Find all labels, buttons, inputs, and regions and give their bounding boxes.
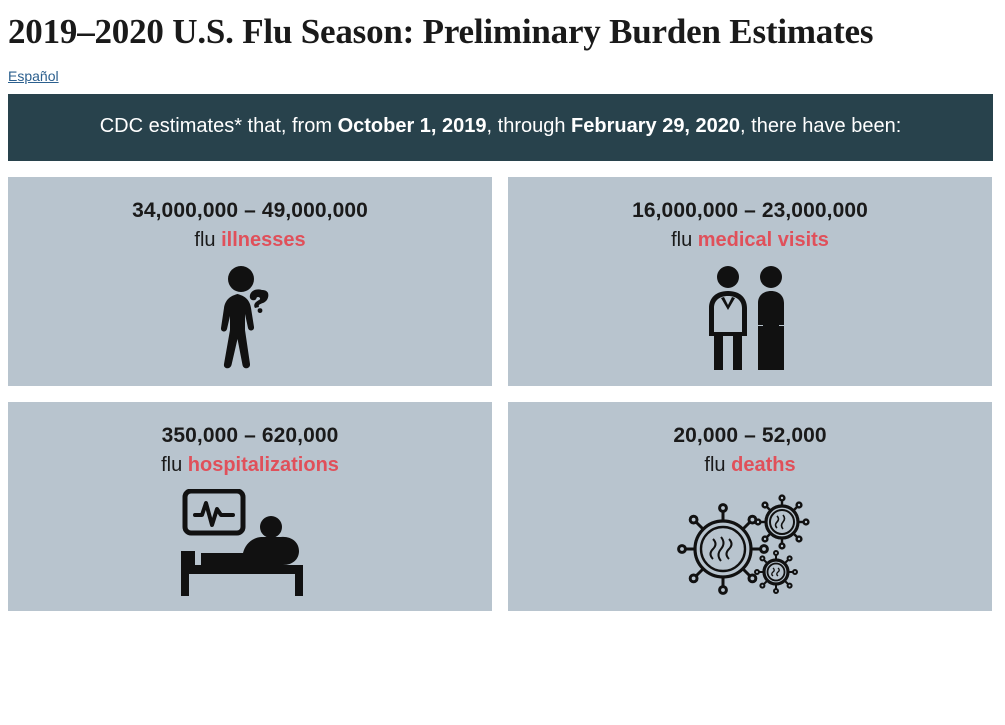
estimates-banner [8, 94, 993, 161]
card-label [518, 229, 982, 252]
virus-particles-icon [518, 489, 982, 599]
card-flu-hospitalizations [8, 402, 492, 611]
banner-middle-text: , through [486, 114, 572, 137]
card-flu-illnesses [8, 177, 492, 386]
card-label-highlight: medical visits [697, 228, 829, 251]
card-range: 34,000,000 – 49,000,000 [132, 198, 368, 222]
banner-suffix-text: , there have been: [740, 114, 902, 137]
card-label-prefix: flu [194, 228, 222, 251]
banner-start-date: October 1, 2019 [337, 114, 487, 137]
card-label [18, 454, 482, 477]
card-flu-deaths [508, 402, 992, 611]
card-label-prefix: flu [161, 453, 188, 476]
banner-end-date: February 29, 2020 [571, 114, 741, 137]
card-label-highlight: illnesses [221, 228, 306, 251]
card-label-prefix: flu [704, 453, 732, 476]
hospital-bed-monitor-icon [18, 489, 482, 599]
burden-estimate-cards [8, 177, 993, 611]
banner-prefix-text: CDC estimates* that, from [99, 114, 338, 137]
card-flu-medical-visits [508, 177, 992, 386]
page-title: 2019–2020 U.S. Flu Season: Preliminary Burden Estimates [8, 12, 874, 51]
card-label [18, 229, 482, 252]
sick-person-icon [18, 264, 482, 374]
card-label-highlight: deaths [731, 453, 796, 476]
card-label [518, 454, 982, 477]
doctor-and-patient-icon [518, 264, 982, 374]
spanish-language-link[interactable]: Español [8, 67, 59, 84]
card-range: 350,000 – 620,000 [161, 423, 339, 447]
page-container [0, 10, 1005, 611]
card-label-prefix: flu [671, 228, 698, 251]
card-range: 20,000 – 52,000 [673, 423, 827, 447]
card-range: 16,000,000 – 23,000,000 [632, 198, 868, 222]
card-label-highlight: hospitalizations [187, 453, 339, 476]
